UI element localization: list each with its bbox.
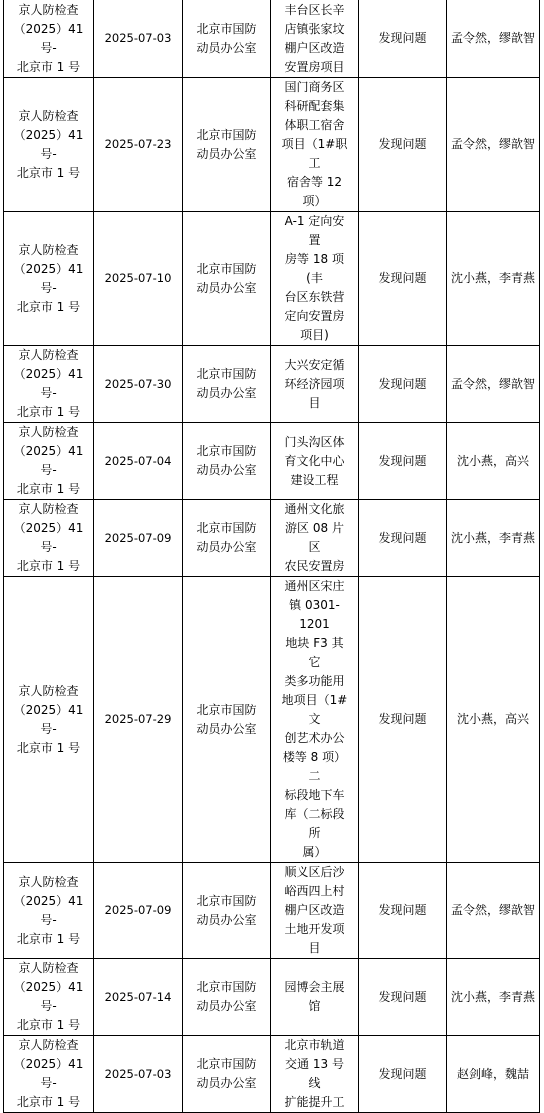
inspection-date: 2025-07-10 — [104, 271, 172, 285]
doc-number-cell — [4, 863, 94, 959]
office-name: 北京市国防 动员办公室 — [196, 127, 257, 161]
project-cell — [271, 577, 359, 863]
doc-number: 京人防检查 （2025）41 号- 北京市 1 号 — [13, 683, 84, 755]
date-cell — [94, 0, 183, 78]
inspectors-cell — [447, 212, 540, 346]
office-name: 北京市国防 动员办公室 — [196, 261, 257, 295]
project-name: 大兴安定循 环经济园项 目 — [284, 357, 345, 410]
office-cell — [183, 863, 271, 959]
project-name: 门头沟区体 育文化中心 建设工程 — [284, 434, 345, 487]
table-row — [4, 78, 540, 212]
doc-number: 京人防检查 （2025）41 号- 北京市 1 号 — [13, 961, 84, 1032]
office-name: 北京市国防 动员办公室 — [196, 980, 257, 1013]
inspection-date: 2025-07-29 — [104, 712, 172, 726]
result-cell — [359, 577, 447, 863]
inspectors-cell — [447, 423, 540, 500]
inspection-date: 2025-07-09 — [104, 530, 172, 545]
result-cell — [359, 346, 447, 423]
office-name: 北京市国防 动员办公室 — [196, 444, 257, 477]
project-name: 通州文化旅 游区 08 片区 农民安置房 — [284, 502, 345, 573]
project-cell — [271, 863, 359, 959]
project-name: 顺义区后沙 峪西四上村 棚户区改造 土地开发项 目 — [284, 865, 345, 955]
doc-number: 京人防检查 （2025）41 号- 北京市 1 号 — [13, 502, 84, 573]
project-cell — [271, 423, 359, 500]
inspectors-cell — [447, 78, 540, 212]
doc-number-cell — [4, 577, 94, 863]
office-cell — [183, 959, 271, 1036]
table-row — [4, 1036, 540, 1113]
office-name: 北京市国防 动员办公室 — [196, 1057, 257, 1090]
doc-number: 京人防检查 （2025）41 号- 北京市 1 号 — [13, 2, 84, 74]
project-cell — [271, 1036, 359, 1113]
project-cell — [271, 78, 359, 212]
project-name: 通州区宋庄 镇 0301-1201 地块 F3 其它 类多功能用 地项目（1#文 创艺术办公 楼等 8 项）二 标段地下车 库（二标段所 属） — [281, 579, 348, 859]
inspection-result: 发现问题 — [378, 989, 427, 1004]
inspection-date: 2025-07-14 — [104, 989, 172, 1004]
inspection-date: 2025-07-04 — [104, 453, 172, 468]
inspectors: 孟令然，缪歆智 — [450, 376, 535, 391]
project-name: 丰台区长辛 店镇张家坟 棚户区改造 安置房项目 — [284, 2, 345, 74]
date-cell — [94, 212, 183, 346]
inspection-result: 发现问题 — [378, 903, 427, 917]
doc-number: 京人防检查 （2025）41 号- 北京市 1 号 — [13, 108, 84, 180]
inspection-result: 发现问题 — [378, 1066, 427, 1081]
office-name: 北京市国防 动员办公室 — [196, 521, 257, 554]
inspectors: 沈小燕，高兴 — [456, 453, 529, 468]
project-cell — [271, 346, 359, 423]
inspectors: 沈小燕，李青燕 — [450, 989, 535, 1004]
inspection-date: 2025-07-03 — [104, 1066, 172, 1081]
doc-number-cell — [4, 212, 94, 346]
inspectors-cell — [447, 500, 540, 577]
date-cell — [94, 959, 183, 1036]
inspection-result: 发现问题 — [378, 376, 427, 391]
inspectors: 赵剑峰，魏喆 — [456, 1066, 529, 1081]
date-cell — [94, 78, 183, 212]
project-name: 国门商务区 科研配套集 体职工宿舍 项目（1#职工 宿舍等 12 项） — [281, 80, 348, 208]
inspectors: 孟令然，缪歆智 — [450, 903, 535, 917]
result-cell — [359, 863, 447, 959]
date-cell — [94, 1036, 183, 1113]
project-name: 北京市轨道 交通 13 号线 扩能提升工 — [284, 1038, 345, 1109]
table-row — [4, 212, 540, 346]
inspection-result: 发现问题 — [378, 31, 427, 45]
doc-number: 京人防检查 （2025）41 号- 北京市 1 号 — [13, 874, 84, 946]
office-name: 北京市国防 动员办公室 — [196, 21, 257, 55]
inspection-date: 2025-07-30 — [104, 376, 172, 391]
table-row — [4, 863, 540, 959]
doc-number-cell — [4, 346, 94, 423]
doc-number-cell — [4, 423, 94, 500]
inspection-date: 2025-07-03 — [104, 31, 172, 45]
project-cell — [271, 212, 359, 346]
table-row — [4, 0, 540, 78]
doc-number: 京人防检查 （2025）41 号- 北京市 1 号 — [13, 1038, 84, 1109]
office-name: 北京市国防 动员办公室 — [196, 367, 257, 400]
office-cell — [183, 78, 271, 212]
office-cell — [183, 1036, 271, 1113]
doc-number-cell — [4, 959, 94, 1036]
result-cell — [359, 0, 447, 78]
inspection-date: 2025-07-23 — [104, 137, 172, 151]
table-row — [4, 423, 540, 500]
doc-number: 京人防检查 （2025）41 号- 北京市 1 号 — [13, 242, 84, 314]
result-cell — [359, 212, 447, 346]
inspectors: 沈小燕，李青燕 — [450, 530, 535, 545]
date-cell — [94, 423, 183, 500]
office-cell — [183, 0, 271, 78]
table-row — [4, 577, 540, 863]
office-name: 北京市国防 动员办公室 — [196, 893, 257, 927]
inspectors: 沈小燕，高兴 — [456, 712, 529, 726]
project-name: A-1 定向安置 房等 18 项(丰 台区东铁营 定向安置房 项目) — [284, 214, 345, 342]
office-cell — [183, 577, 271, 863]
result-cell — [359, 423, 447, 500]
project-cell — [271, 959, 359, 1036]
inspection-result: 发现问题 — [378, 453, 427, 468]
inspection-date: 2025-07-09 — [104, 903, 172, 917]
office-cell — [183, 423, 271, 500]
doc-number: 京人防检查 （2025）41 号- 北京市 1 号 — [13, 348, 84, 419]
inspectors-cell — [447, 346, 540, 423]
table-row — [4, 959, 540, 1036]
inspectors-cell — [447, 0, 540, 78]
result-cell — [359, 500, 447, 577]
project-name: 园博会主展 馆 — [284, 980, 345, 1013]
inspectors-cell — [447, 1036, 540, 1113]
table-row — [4, 346, 540, 423]
inspectors: 孟令然，缪歆智 — [450, 31, 535, 45]
doc-number-cell — [4, 1036, 94, 1113]
doc-number: 京人防检查 （2025）41 号- 北京市 1 号 — [13, 425, 84, 496]
inspectors-cell — [447, 577, 540, 863]
result-cell — [359, 78, 447, 212]
inspectors-cell — [447, 959, 540, 1036]
office-cell — [183, 500, 271, 577]
inspection-result: 发现问题 — [378, 530, 427, 545]
inspectors: 沈小燕，李青燕 — [450, 271, 535, 285]
inspection-result: 发现问题 — [378, 712, 427, 726]
office-cell — [183, 346, 271, 423]
inspection-result: 发现问题 — [378, 271, 427, 285]
project-cell — [271, 500, 359, 577]
date-cell — [94, 500, 183, 577]
result-cell — [359, 1036, 447, 1113]
inspectors: 孟令然，缪歆智 — [450, 137, 535, 151]
office-cell — [183, 212, 271, 346]
date-cell — [94, 346, 183, 423]
inspection-table — [3, 0, 540, 1113]
doc-number-cell — [4, 0, 94, 78]
doc-number-cell — [4, 500, 94, 577]
project-cell — [271, 0, 359, 78]
doc-number-cell — [4, 78, 94, 212]
result-cell — [359, 959, 447, 1036]
date-cell — [94, 863, 183, 959]
date-cell — [94, 577, 183, 863]
table-row — [4, 500, 540, 577]
inspectors-cell — [447, 863, 540, 959]
inspection-result: 发现问题 — [378, 137, 427, 151]
office-name: 北京市国防 动员办公室 — [196, 702, 257, 736]
